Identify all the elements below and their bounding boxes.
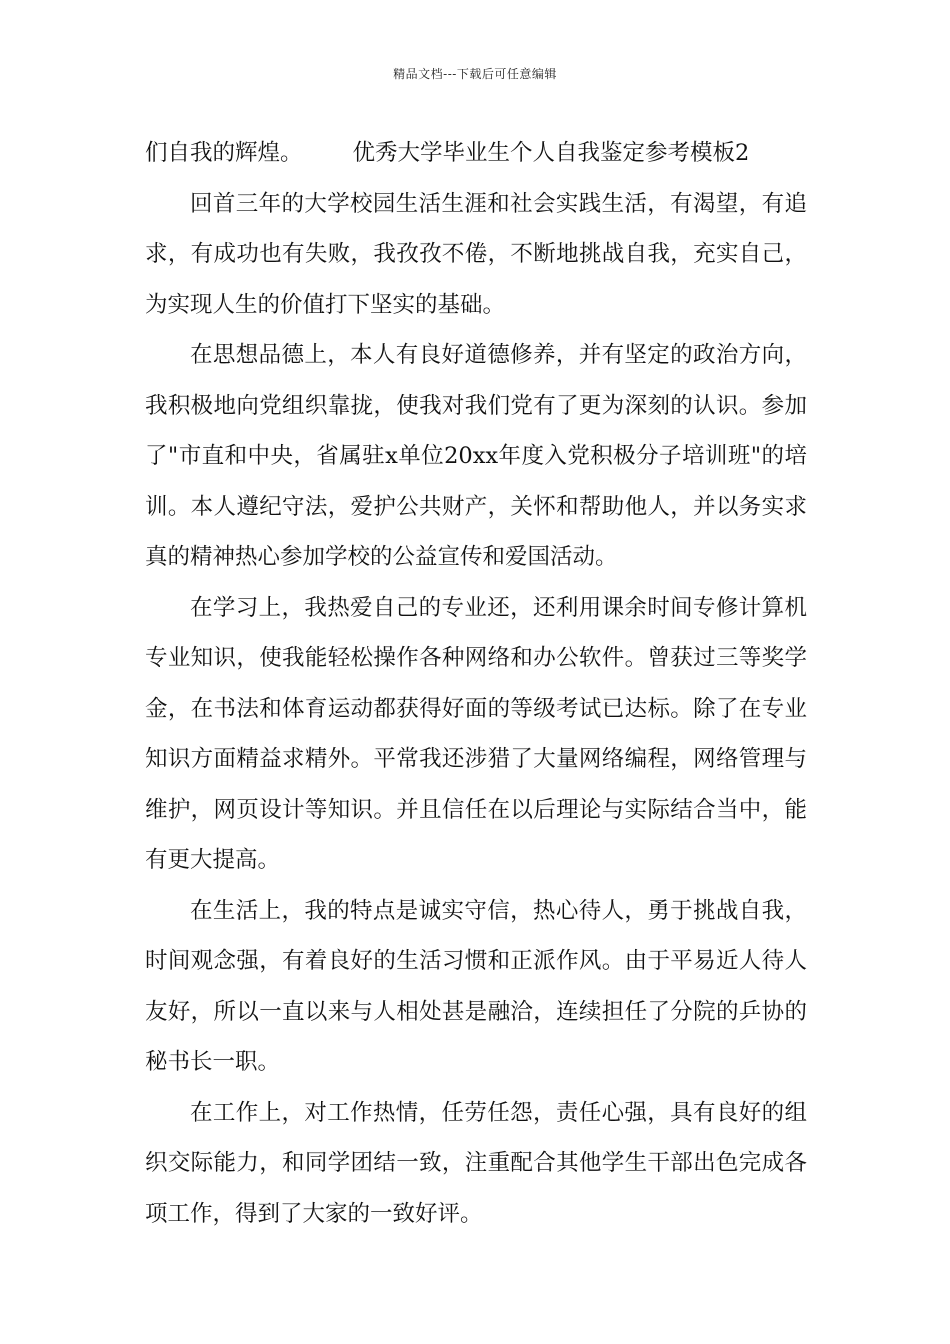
paragraph-intro: 回首三年的大学校园生活生涯和社会实践生活，有渴望，有追求，有成功也有失败，我孜孜不倦，不断地挑战自我，充实自己，为实现人生的价值打下坚实的基础。 xyxy=(145,190,807,318)
opening-line xyxy=(145,128,807,179)
paragraph-ideology: 在思想品德上，本人有良好道德修养，并有坚定的政治方向，我积极地向党组织靠拢，使我对我们党有了更为深刻的认识。参加了"市直和中央，省属驻x单位20xx年度入党积极分子培训班"的培训。本人遵纪守法，爱护公共财产，关怀和帮助他人，并以务实求真的精神热心参加学校的公益宣传和爱国活动。 xyxy=(145,342,807,570)
paragraph-work: 在工作上，对工作热情，任劳任怨，责任心强，具有良好的组织交际能力，和同学团结一致，注重配合其他学生干部出色完成各项工作，得到了大家的一致好评。 xyxy=(145,1099,807,1227)
section-title: 优秀大学毕业生个人自我鉴定参考模板2 xyxy=(352,140,750,166)
paragraph-life: 在生活上，我的特点是诚实守信，热心待人，勇于挑战自我，时间观念强，有着良好的生活习惯和正派作风。由于平易近人待人友好，所以一直以来与人相处甚是融洽，连续担任了分院的乒协的秘书长一职。 xyxy=(145,897,807,1075)
lead-fragment: 们自我的辉煌。 xyxy=(145,140,303,166)
page-header: 精品文档---下载后可任意编辑 xyxy=(393,67,557,81)
document-body xyxy=(145,128,807,1239)
paragraph-study: 在学习上，我热爱自己的专业还，还利用课余时间专修计算机专业知识，使我能轻松操作各种网络和办公软件。曾获过三等奖学金，在书法和体育运动都获得好面的等级考试已达标。除了在专业知识方面精益求精外。平常我还涉猎了大量网络编程，网络管理与维护，网页设计等知识。并且信任在以后理论与实际结合当中，能有更大提高。 xyxy=(145,594,807,873)
